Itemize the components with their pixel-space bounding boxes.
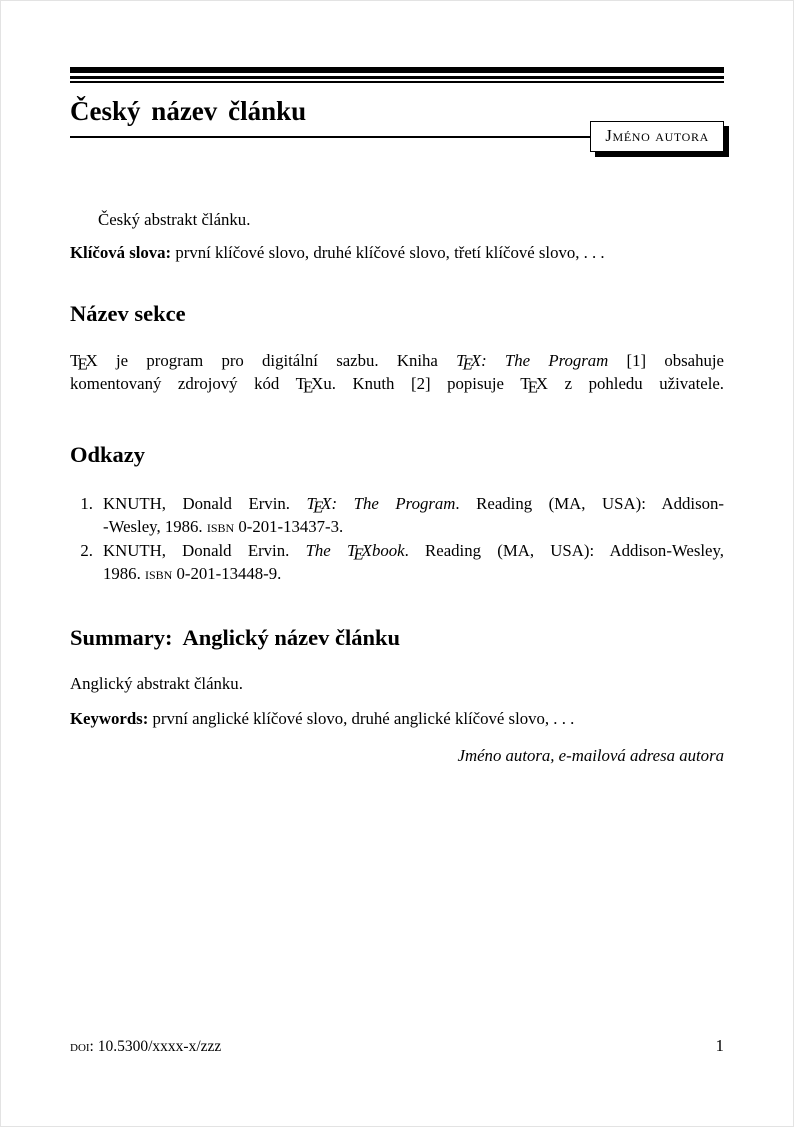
tex-logo <box>520 373 549 397</box>
paragraph-text: z pohledu uživatele. <box>548 373 725 393</box>
tex-t: T <box>306 494 316 513</box>
reference-text: . Reading (MA, USA): Addison- <box>455 494 724 513</box>
keywords-english-value: první anglické klíčové slovo, druhé anglické klíčové slovo, . . . <box>152 708 575 728</box>
reference-item <box>70 540 724 585</box>
isbn-label: isbn <box>206 516 235 536</box>
keywords-english-line <box>70 708 724 731</box>
book-title-tex-the-program <box>456 351 609 374</box>
abstract-english: Anglický abstrakt článku. <box>70 674 243 693</box>
tex-e: E <box>77 354 88 374</box>
tex-e: E <box>353 544 364 564</box>
doi-value: 10.5300/xxxx-x/zzz <box>97 1038 222 1055</box>
keywords-czech-label: Klíčová slova: <box>70 242 172 262</box>
top-rule-thin <box>70 81 724 83</box>
tex-e: E <box>527 377 539 397</box>
isbn-number: 0-201-13448-9. <box>172 563 282 583</box>
reference-author: KNUTH, Donald Ervin. <box>103 541 306 560</box>
article-title: Český název článku <box>70 96 307 126</box>
tex-t: T <box>346 541 357 560</box>
summary-title: Anglický název článku <box>182 625 401 650</box>
tex-t: T <box>456 351 466 370</box>
page-footer <box>70 1036 724 1057</box>
doi-label: doi: <box>70 1038 94 1055</box>
section-heading: Název sekce <box>70 301 186 326</box>
paragraph-line-1 <box>70 350 724 373</box>
paragraph-line-2 <box>70 373 724 396</box>
top-decorative-rules <box>70 67 724 83</box>
book-title-rest: book <box>371 541 405 560</box>
isbn-label: isbn <box>144 563 173 583</box>
reference-body <box>103 540 724 585</box>
tex-e: E <box>303 377 314 397</box>
paragraph-text: komentovaný zdrojový kód <box>70 373 296 393</box>
keywords-czech-value: první klíčové slovo, druhé klíčové slovo, třetí klíčové slovo, . . . <box>175 242 605 262</box>
book-title-the-texbook <box>305 541 405 564</box>
paragraph-text: u. Knuth [2] popisuje <box>323 373 521 393</box>
reference-text: -Wesley, 1986. <box>103 516 207 536</box>
abstract-czech: Český abstrakt článku. <box>98 210 251 229</box>
tex-e: E <box>313 497 324 517</box>
reference-author: KNUTH, Donald Ervin. <box>103 494 307 513</box>
section-paragraph <box>70 350 724 395</box>
reference-line-1 <box>103 540 724 563</box>
references-heading: Odkazy <box>70 442 146 467</box>
reference-item <box>70 493 724 538</box>
book-title-rest: : The Program <box>481 351 609 370</box>
tex-x: X <box>85 351 98 370</box>
tex-logo <box>70 351 98 374</box>
reference-list <box>70 493 724 585</box>
summary-heading <box>70 624 724 652</box>
reference-line-2 <box>103 516 724 539</box>
top-rule-medium <box>70 76 724 79</box>
tex-t: T <box>520 373 531 393</box>
reference-body <box>103 493 724 538</box>
tex-x: X <box>361 541 372 560</box>
keywords-czech-line <box>70 242 724 265</box>
tex-logo <box>295 373 324 397</box>
title-rule <box>70 136 590 138</box>
reference-number: 1. <box>80 494 93 513</box>
doi-line <box>70 1037 221 1057</box>
tex-e: E <box>462 354 473 374</box>
isbn-number: 0-201-13437-3. <box>234 516 344 536</box>
tex-x: X <box>470 351 482 370</box>
tex-t: T <box>70 351 81 370</box>
tex-x: X <box>311 373 324 393</box>
page-number: 1 <box>715 1036 724 1055</box>
reference-line-2 <box>103 563 724 586</box>
paragraph-text: [1] obsahuje <box>608 351 724 370</box>
author-signature: Jméno autora, e-mailová adresa autora <box>457 746 724 765</box>
tex-x: X <box>321 494 332 513</box>
book-title-tex-the-program <box>306 494 456 517</box>
reference-text: . Reading (MA, USA): Addison-Wesley, <box>404 541 724 560</box>
book-title-start: The <box>305 541 347 560</box>
keywords-english-label: Keywords: <box>70 708 149 728</box>
reference-line-1 <box>103 493 724 516</box>
tex-x: X <box>535 373 549 393</box>
reference-text: 1986. <box>103 563 145 583</box>
book-title-rest: : The Program <box>331 494 456 513</box>
author-badge: Jméno autora <box>590 121 724 152</box>
tex-t: T <box>295 373 306 393</box>
reference-number: 2. <box>80 541 93 560</box>
paragraph-text: je program pro digitální sazbu. Kniha <box>97 351 457 370</box>
summary-label: Summary: <box>70 625 173 650</box>
top-rule-thick <box>70 67 724 73</box>
